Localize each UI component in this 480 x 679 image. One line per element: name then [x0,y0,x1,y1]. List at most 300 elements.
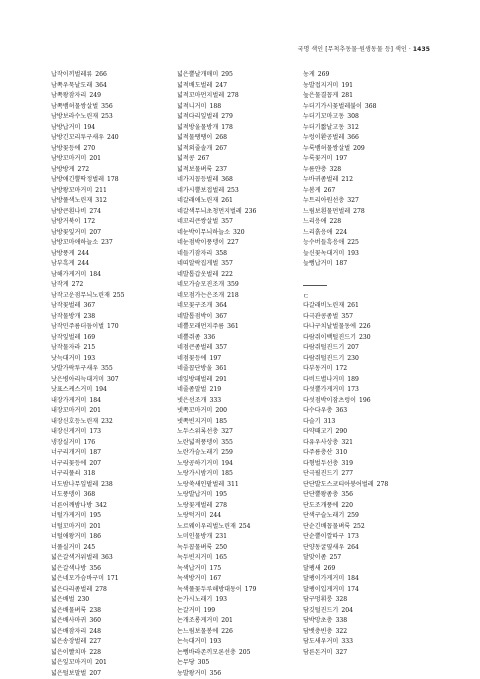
index-page-number: 359 [227,281,239,288]
index-page-number: 211 [95,186,107,194]
index-term: 남방거북이 [51,218,81,225]
index-page-number: 333 [209,396,222,404]
index-page-number: 231 [215,533,227,540]
index-term: 남작민주름더듬이벌 [51,323,104,330]
index-term: 넓적물땡땡이 [177,134,213,141]
index-page-number: 238 [83,312,96,320]
index-page-number: 278 [95,585,107,593]
index-term: 노란넓적풍뎅이 [177,438,219,446]
index-page-number: 333 [341,638,353,645]
index-entry [303,606,431,617]
index-page-number: 199 [203,606,216,614]
index-term: 누바귀좀벌레 [303,176,339,183]
index-term: 너도밤나무잎벌레 [51,480,99,488]
index-page-number: 305 [197,659,210,666]
index-page-number: 327 [335,648,348,656]
index-term: 늪신꽃녹대거미 [303,249,345,257]
index-term: 네점꽃등에 [177,354,207,362]
index-term: 단양동굴옆새우 [303,543,345,551]
page-number: 1435 [412,46,430,53]
index-page-number: 336 [203,333,216,341]
index-term: 남쪽뱀허물쌍살벌 [51,102,99,110]
index-term: 넓은배물벼룩 [51,606,87,614]
index-entry [303,207,431,218]
index-term: 너털꼬마거미 [51,522,87,530]
index-page-number: 259 [221,449,233,456]
index-page-number: 232 [101,417,113,425]
index-page-number: 311 [227,480,239,488]
index-page-number: 358 [215,249,227,257]
index-entry [51,207,181,218]
index-entry [51,669,181,679]
index-term: 네들기잠자리 [177,249,213,257]
index-entry [177,637,307,648]
index-entry [51,291,181,302]
index-page-number: 248 [89,627,101,635]
index-term: 노란가슴노래기 [177,449,219,456]
index-entry [177,186,307,197]
index-term: 네모점가는은조개 [177,291,225,299]
index-entry [51,354,181,365]
index-page-number: 187 [89,449,101,456]
index-page-number: 322 [335,627,348,635]
index-page-number: 193 [347,249,359,257]
index-page-number: 250 [215,543,227,551]
index-page-number: 367 [215,312,227,320]
index-entry [303,427,431,438]
index-page-number: 207 [89,669,101,677]
index-term: 낫표스케스거미 [51,386,93,393]
index-term: 남작잎벌레 [51,333,81,341]
index-term: 넓적꼬마먼지벌레 [177,92,225,99]
index-entry [51,417,181,428]
index-page-number: 338 [335,617,348,624]
index-term: 노르웨이우리벌노린재 [177,522,236,530]
index-entry [177,249,307,260]
index-term: 네갈색무늬초청먼지벌레 [177,207,242,215]
index-term: 담박망초충 [303,617,333,624]
index-term: 누봄게 [303,186,321,194]
index-entry [303,417,431,428]
index-term: 네모가슴모진조개 [177,281,225,288]
index-page-number: 195 [89,512,101,519]
index-entry [177,280,307,291]
index-term: 단극필진드기 [303,470,339,477]
index-page-number: 226 [358,323,371,330]
index-term: 네가시뿔보접벌레 [177,186,225,194]
index-term: 넓은배잠자리 [51,627,87,635]
index-page-number: 278 [215,501,227,509]
index-entry [51,480,181,491]
index-entry [51,364,181,375]
index-term: 다주름충산 [303,449,333,456]
index-term: 넓은뿔날개매미 [177,71,219,78]
index-entry [303,532,431,543]
index-term: 논뻥바라존끼모론선충 [177,648,236,656]
index-page-number: 237 [101,239,113,246]
index-term: 남방보라수노린재 [51,113,99,120]
index-term: 단순뿔이깔따구 [303,533,345,540]
index-page-number: 364 [215,302,227,309]
index-page-number: 230 [358,333,371,341]
index-page-number: 185 [221,470,233,477]
index-entry [51,490,181,501]
index-page-number: 368 [221,176,233,183]
index-page-number: 238 [101,480,113,488]
index-term: 넓적보물벼룩 [177,165,213,173]
index-term: 냉장실거미 [51,438,81,446]
index-entry [51,228,181,239]
index-term: 남방풀색노린재 [51,197,93,204]
index-page-number: 175 [209,564,222,572]
index-entry [51,133,181,144]
index-term: 남방방게 [51,165,75,173]
index-term: 누더기꼬마고동 [303,113,345,120]
index-entry [177,70,307,81]
index-entry [177,301,307,312]
index-term: 다람쥐털진드기 [303,354,345,362]
index-term: 네잎방패벌레 [177,375,213,383]
index-page-number: 264 [347,543,359,551]
index-entry [303,564,431,575]
index-page-number: 171 [106,575,119,582]
index-entry [177,406,307,417]
index-page-number: 327 [221,428,233,435]
index-entry [51,375,181,386]
index-entry [177,469,307,480]
index-page-number: 200 [215,407,227,414]
index-term: 너털애왕거미 [51,533,87,540]
index-term: 넓은잎꼬마거미 [51,659,93,666]
index-term: 다나구치날벌물동에 [303,323,356,330]
index-term: 네발톱갑옷벌레 [177,270,219,278]
index-entry [177,364,307,375]
index-entry [51,91,181,102]
index-term: 너구리개거미 [51,449,87,456]
index-entry [51,165,181,176]
index-page-number: 255 [112,291,125,299]
index-entry [51,511,181,522]
index-term: 녹색풀꽃두루해방대동이 [177,585,242,593]
index-term: 논늑대거미 [177,638,207,645]
index-page-number: 227 [227,239,239,246]
index-entry [303,574,431,585]
index-page-number: 189 [347,375,359,383]
index-entry [303,301,431,312]
index-page-number: 361 [215,365,227,372]
index-term: 넷쪽빈지거미 [177,417,213,425]
index-entry [51,459,181,470]
index-page-number: 173 [89,428,101,435]
index-entry [303,333,431,344]
index-term: 누더기가시꽃벌레불이 [303,102,362,110]
index-page-number: 195 [215,491,227,498]
index-page-number: 368 [364,102,377,110]
index-term: 누트리아원선충 [303,197,345,204]
index-term: 낫은병아리늑대거미 [51,375,104,383]
index-page-number: 272 [71,281,84,288]
index-term: 다부동거미 [303,365,333,372]
index-entry [303,585,431,596]
index-page-number: 357 [221,218,233,225]
index-entry [51,259,181,270]
index-page-number: 312 [347,123,359,131]
index-entry [177,196,307,207]
index-term: 누렁이환공벌레 [303,134,345,141]
index-entry [177,102,307,113]
index-term: 녹색방거미 [177,575,207,582]
index-entry [51,312,181,323]
index-entry [177,480,307,491]
index-term: 납작이끼벌레류 [51,71,93,78]
index-page-number: 186 [89,533,101,540]
index-term: 다슬기 [303,417,321,425]
index-page-number: 173 [347,533,359,540]
index-page-number: 237 [215,165,227,173]
index-entry [51,627,181,638]
index-term: 넓적방울물방개 [177,123,219,131]
index-entry [303,364,431,375]
index-page-number: 279 [221,113,233,120]
index-entry [177,616,307,627]
index-term: 남방애긴뿔딱정벌레 [51,176,104,183]
index-entry [51,574,181,585]
index-page-number: 356 [341,491,353,498]
index-page-number: 247 [215,81,227,89]
index-page-number: 253 [101,113,113,120]
index-page-number: 266 [95,71,107,78]
index-entry [177,585,307,596]
index-page-number: 319 [341,459,353,467]
index-term: 넓적배도벌레 [177,81,213,89]
index-entry [177,133,307,144]
index-entry [51,648,181,659]
index-page-number: 173 [347,386,359,393]
index-entry [177,91,307,102]
index-term: 네뿔모래먼지주름 [177,323,225,330]
index-entry [51,427,181,438]
index-entry [303,81,431,92]
index-page-number: 218 [227,291,239,299]
index-entry [51,469,181,480]
index-entry [177,438,307,449]
index-page-number: 230 [347,354,359,362]
index-entry [51,301,181,312]
index-entry [51,186,181,197]
index-term: 너도풍뎅이 [51,491,81,498]
index-term: 느리흙응애 [303,228,333,236]
index-entry [177,427,307,438]
index-page-number: 196 [358,396,371,404]
index-entry [51,606,181,617]
index-entry [177,165,307,176]
index-term: 남방꼬마거미 [51,155,87,162]
index-term: 넓은갈색거위벌레 [51,554,99,561]
index-page-number: 253 [227,186,239,194]
index-term: 달팽이입게거미 [303,585,345,593]
index-page-number: 244 [77,260,90,267]
index-term: 논가시노래기 [177,596,213,603]
index-page-number: 179 [244,585,257,593]
index-term: 네발톱점박이 [177,312,213,320]
index-term: 다섯뿔가게거미 [303,386,345,393]
index-page-number: 236 [244,207,257,215]
index-entry [177,228,307,239]
index-page-number: 207 [347,344,359,351]
index-page-number: 245 [83,543,96,551]
index-term: 담뱃충빈충 [303,627,333,635]
index-entry [177,322,307,333]
index-page-number: 342 [95,501,107,509]
index-term: 네점큰좀벌레 [177,344,213,351]
index-term: 남방큰흰나비 [51,207,87,215]
index-entry [177,312,307,323]
index-term: 단색구슬노래기 [303,512,345,519]
index-entry [51,595,181,606]
index-entry [303,133,431,144]
index-entry [177,112,307,123]
index-page-number: 172 [335,365,348,372]
index-page-number: 261 [221,197,233,204]
index-page-number: 176 [83,438,96,446]
index-entry [177,532,307,543]
index-page-number: 268 [215,134,227,141]
index-page-number: 230 [77,596,90,603]
index-page-number: 313 [323,417,336,425]
index-entry [303,553,431,564]
index-page-number: 188 [209,102,222,110]
index-entry [51,238,181,249]
index-page-number: 357 [341,312,353,320]
index-entry [51,343,181,354]
index-entry [177,207,307,218]
index-term: 노랑꽃게벌레 [177,501,213,509]
index-term: 단순긴배꼽물벼룩 [303,522,351,530]
index-entry [303,322,431,333]
index-page-number: 215 [83,344,96,351]
index-entry [303,637,431,648]
index-term: 남작물자라 [51,344,81,351]
index-entry [303,154,431,165]
index-page-number: 225 [347,239,359,246]
index-column-2 [177,70,307,679]
index-entry [51,585,181,596]
index-entry [177,385,307,396]
index-page-number: 363 [101,554,113,561]
index-entry [303,543,431,554]
index-page-number: 197 [209,354,222,362]
index-entry [303,238,431,249]
index-entry [177,238,307,249]
index-page-number: 267 [323,186,336,194]
index-entry [303,144,431,155]
index-entry [177,354,307,365]
index-page-number: 191 [341,81,353,89]
index-term: 남방왕꼬마거미 [51,186,93,194]
index-entry [51,81,181,92]
index-entry [303,217,431,228]
index-entry [51,543,181,554]
index-page-number: 194 [221,459,233,467]
index-term: 넓적니거미 [177,102,207,110]
index-term: 단도조개풍에 [303,501,339,509]
index-term: 단단뿔왕좀충 [303,491,339,498]
index-term: 누름얀충 [303,165,327,173]
index-page-number: 194 [83,123,96,131]
index-term: 넓은배벌 [51,596,75,603]
index-page-number: 244 [209,512,222,519]
index-page-number: 174 [347,585,359,593]
index-term: 농게 [303,71,315,78]
index-term: 누더기짧날고동 [303,123,345,131]
index-page-number: 170 [106,323,119,330]
index-page-number: 187 [335,260,348,267]
index-term: 다유우사상충 [303,438,339,446]
index-entry [303,112,431,123]
index-page-number: 212 [341,176,353,183]
index-page-number: 244 [77,249,90,257]
index-entry [177,154,307,165]
index-term: 넷은선조개 [177,396,207,404]
index-term: 농발왕거미 [177,669,207,677]
index-term: 노두스위록선충 [177,428,219,435]
index-term: 남쪽우묵날도래 [51,81,93,89]
index-term: 남방납거미 [51,123,81,131]
index-term: 느리응애 [303,218,327,225]
index-entry [303,438,431,449]
index-page-number: 277 [341,470,353,477]
index-entry [177,259,307,270]
index-page-number: 201 [95,659,107,666]
index-page-number: 290 [335,428,348,435]
index-page-number: 267 [215,144,227,152]
index-term: 다약때고기 [303,428,333,435]
index-entry [51,144,181,155]
index-entry [51,501,181,512]
index-page-number: 269 [323,564,336,572]
index-term: 넷쪽꼬마거미 [177,407,213,414]
index-page-number: 184 [347,575,359,582]
index-page-number: 356 [209,669,222,677]
index-page-number: 228 [89,648,101,656]
index-entry [51,616,181,627]
index-term: 담깃털진드기 [303,606,339,614]
index-page-number: 274 [89,207,101,215]
index-page-number: 178 [221,123,233,131]
index-page-number: 238 [89,606,101,614]
index-entry [303,480,431,491]
running-head-chapter: 국명 색인 [297,46,324,53]
index-entry [177,217,307,228]
index-page-number: 307 [106,375,119,383]
index-term: 논개조롱게거미 [177,617,219,624]
index-entry [51,249,181,260]
index-page-number: 281 [341,92,353,99]
index-page-number: 357 [221,260,233,267]
index-entry [51,448,181,459]
index-term: 노랑공하기거미 [177,459,219,467]
index-term: 남해가게거미 [51,270,87,278]
index-entry [303,375,431,386]
index-entry [177,648,307,659]
index-page-number: 169 [83,333,96,341]
index-term: 네줄꼽단방울 [177,365,213,372]
index-entry [51,154,181,165]
index-term: 넓적다리잎벌레 [177,113,219,120]
index-term: 담구멍휘룽 [303,596,333,603]
index-entry [177,669,307,679]
index-term: 남방꽃등에 [51,144,81,152]
